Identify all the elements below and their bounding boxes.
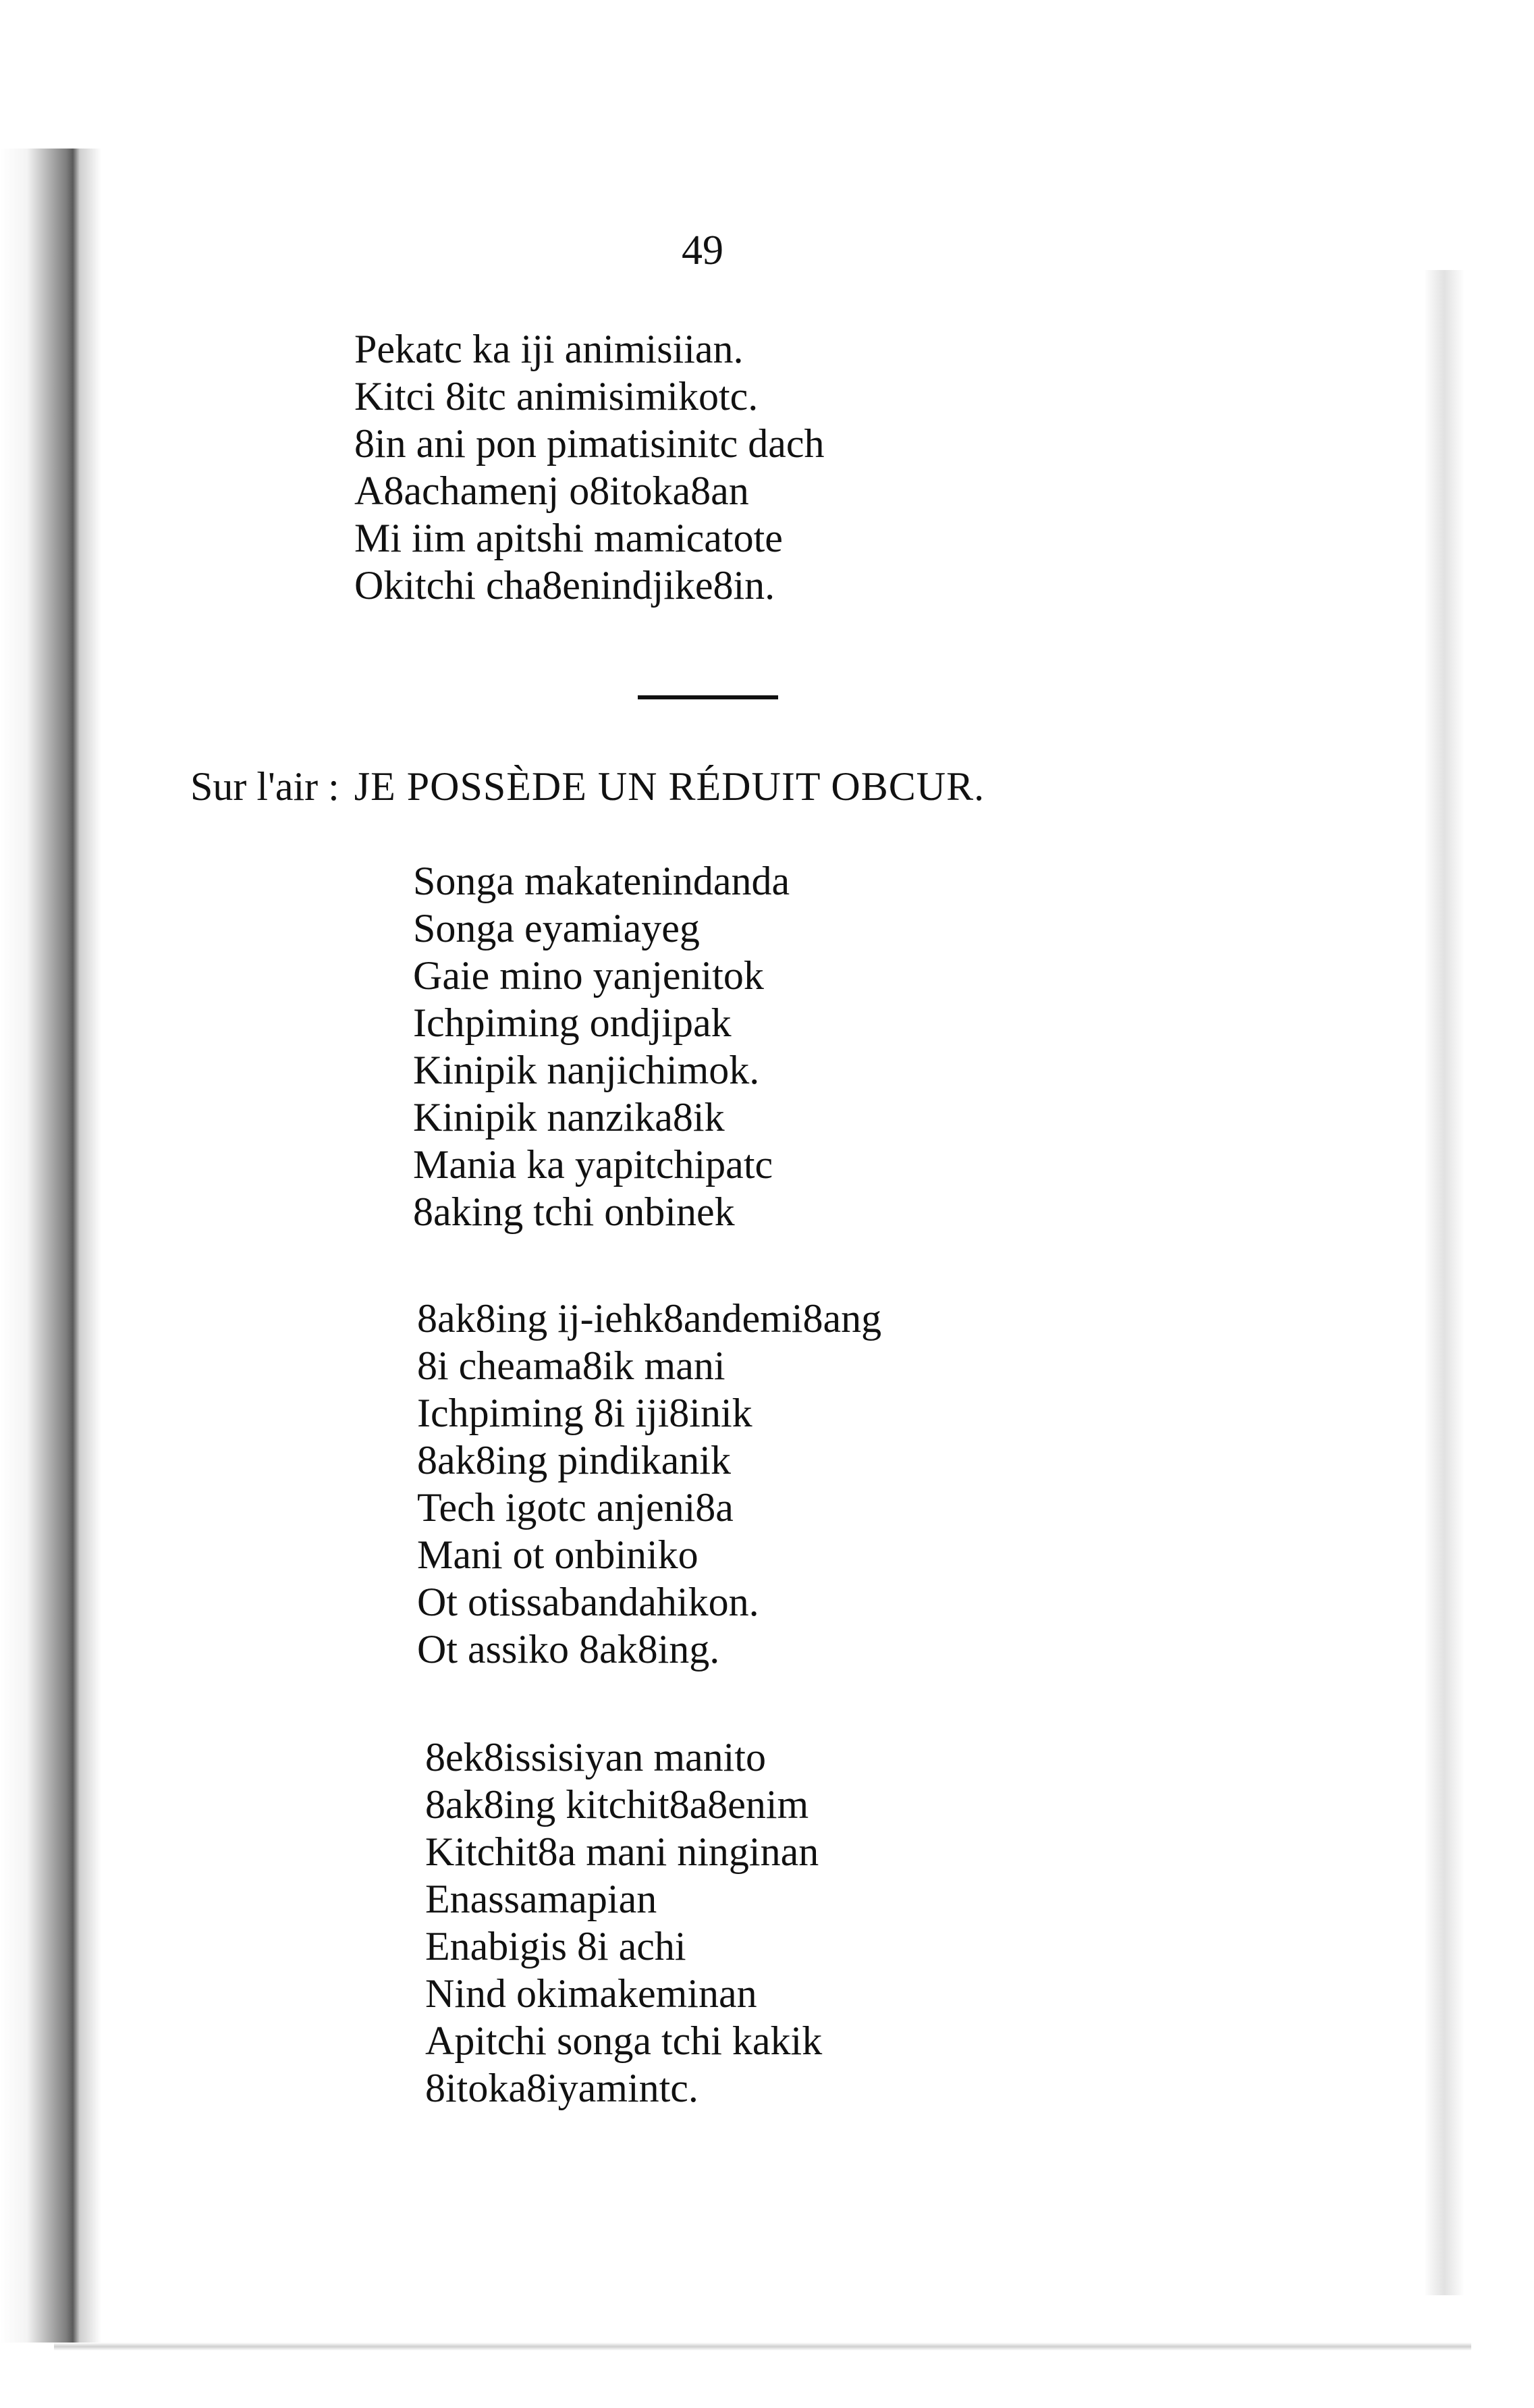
verse-line: Tech igotc anjeni8a (417, 1485, 734, 1530)
verse-line: Gaie mino yanjenitok (413, 953, 764, 998)
verse-line: Ichpiming ondjipak (413, 1000, 732, 1045)
verse-line: A8achamenj o8itoka8an (354, 469, 749, 513)
stanza-3 (417, 1295, 881, 1673)
verse-line: 8aking tchi onbinek (413, 1189, 735, 1234)
page-edge-right (1424, 270, 1464, 2295)
verse-line: 8ak8ing kitchit8a8enim (425, 1782, 809, 1827)
verse-line: 8ek8issisiyan manito (425, 1735, 766, 1780)
verse-line: Ot otissabandahikon. (417, 1580, 759, 1624)
verse-line: 8ak8ing ij-iehk8andemi8ang (417, 1296, 882, 1341)
verse-line: Kinipik nanjichimok. (413, 1048, 760, 1092)
verse-line: 8i cheama8ik mani (417, 1343, 725, 1388)
tune-title: JE POSSÈDE UN RÉDUIT OBCUR. (354, 764, 985, 809)
verse-line: 8ak8ing pindikanik (417, 1438, 731, 1482)
verse-line: Songa eyamiayeg (413, 906, 700, 951)
verse-line: Enabigis 8i achi (425, 1924, 686, 1969)
tune-prefix: Sur l'air : (190, 764, 339, 809)
verse-line: Kitci 8itc animisimikotc. (354, 374, 759, 419)
verse-line: Okitchi cha8enindjike8in. (354, 563, 775, 608)
verse-line: Ichpiming 8i iji8inik (417, 1391, 752, 1435)
verse-line: Pekatc ka iji animisiian. (354, 327, 744, 371)
verse-line: 8itoka8iyamintc. (425, 2066, 698, 2110)
song-heading (190, 759, 985, 813)
verse-line: Ot assiko 8ak8ing. (417, 1627, 720, 1671)
stanza-2 (413, 857, 790, 1235)
verse-line: Kinipik nanzika8ik (413, 1095, 725, 1140)
binding-shadow-left (0, 149, 101, 2343)
verse-line: Nind okimakeminan (425, 1971, 757, 2016)
stanza-4 (425, 1734, 822, 2112)
verse-line: Mani ot onbiniko (417, 1532, 698, 1577)
verse-line: Apitchi songa tchi kakik (425, 2018, 823, 2063)
verse-line: Mania ka yapitchipatc (413, 1142, 773, 1187)
verse-line: Kitchit8a mani ninginan (425, 1829, 819, 1874)
verse-line: Mi iim apitshi mamicatote (354, 516, 783, 560)
page-number: 49 (682, 228, 723, 273)
verse-line: 8in ani pon pimatisinitc dach (354, 421, 825, 466)
verse-line: Enassamapian (425, 1877, 657, 1921)
verse-line: Songa makatenindanda (413, 859, 790, 903)
section-divider (638, 695, 778, 699)
page-edge-bottom (54, 2343, 1471, 2351)
stanza-1 (354, 325, 825, 609)
